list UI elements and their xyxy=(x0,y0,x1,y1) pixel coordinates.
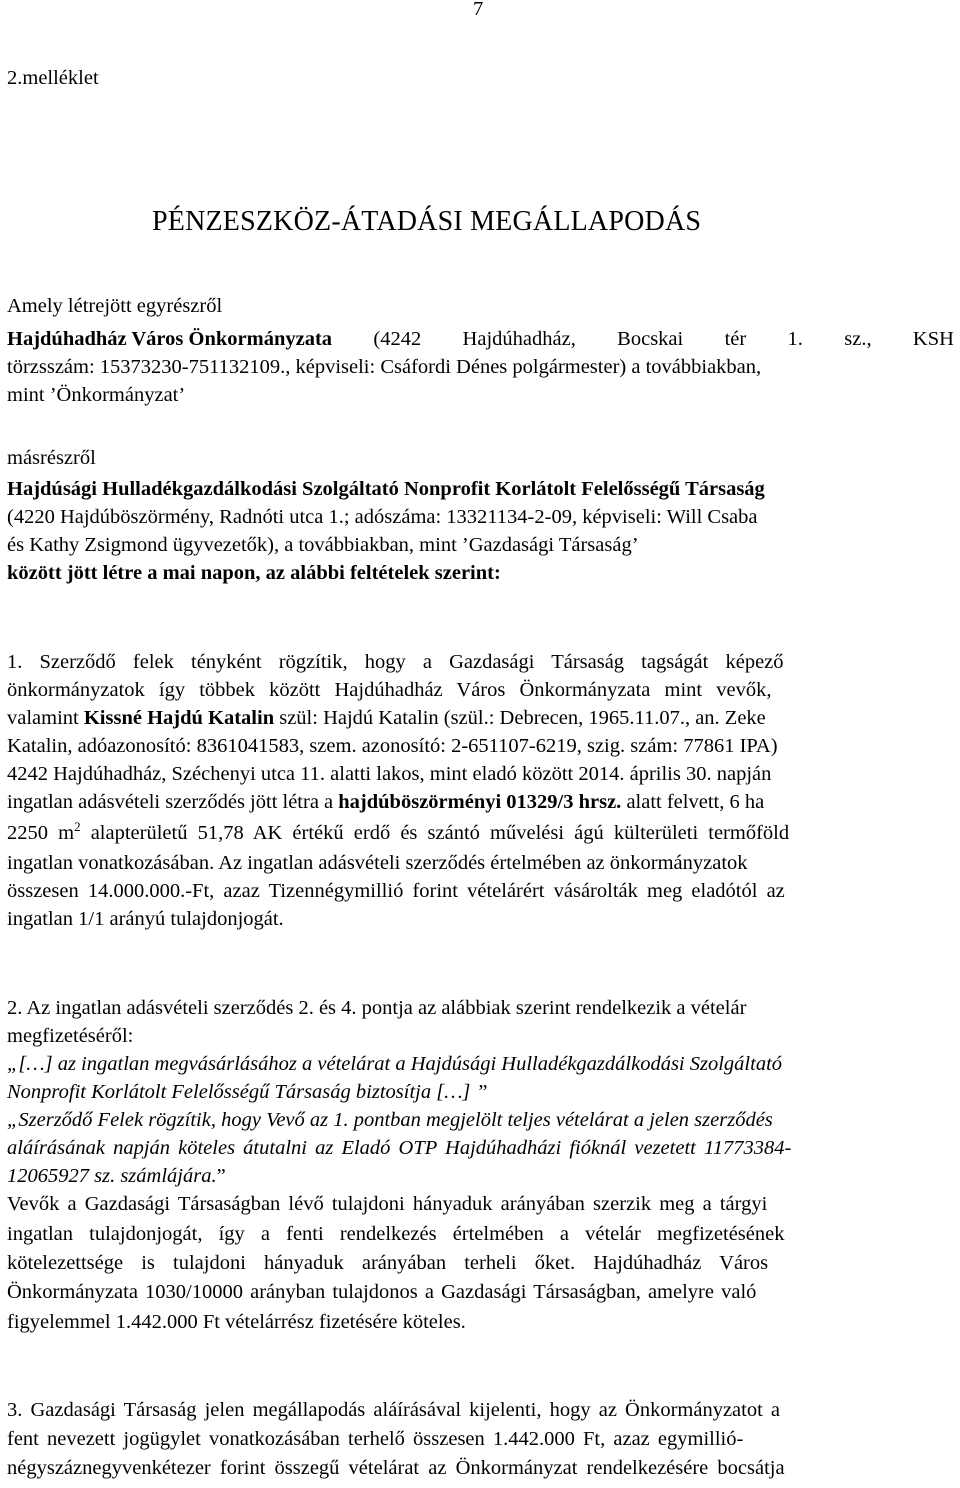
s2-para-line-5: figyelemmel 1.442.000 Ft vételárrész fizetésére köteles. xyxy=(7,1311,466,1333)
s2-para-line-1: Vevők a Gazdasági Társaságban lévő tulajdoni hányaduk arányában szerzik meg a tárgyi xyxy=(7,1193,768,1215)
quote-line-2: Nonprofit Korlátolt Felelősségű Társaság biztosítja […] ” xyxy=(7,1081,488,1103)
s2-para-line-3: kötelezettsége is tulajdoni hányaduk arányában terheli őket. Hajdúhadház Város xyxy=(7,1252,769,1274)
intro-line-8: és Kathy Zsigmond ügyvezetők), a továbbiakban, mint ’Gazdasági Társaság’ xyxy=(7,534,639,556)
intro-word: (4242 xyxy=(373,328,422,350)
intro-line-1: Amely létrejött egyrészről xyxy=(7,295,223,317)
s3-line-2: fent nevezett jogügylet vonatkozásában terhelő összesen 1.442.000 Ft, azaz egymillió- xyxy=(7,1428,744,1450)
s2-para-line-4: Önkormányzata 1030/10000 arányban tulajdonos a Gazdasági Társaságban, amelyre való xyxy=(7,1281,757,1303)
annex-label: 2.melléklet xyxy=(7,67,99,89)
s3-line-3: négyszáznegyvenkétezer forint összegű vételárat az Önkormányzat rendelkezésére bocsátja xyxy=(7,1457,785,1479)
s2-line-2: megfizetéséről: xyxy=(7,1025,134,1047)
s1-line-4: Katalin, adóazonosító: 8361041583, szem. azonosító: 2-651107-6219, szig. szám: 77861 IPA) xyxy=(7,735,778,757)
intro-word: sz., xyxy=(844,328,872,350)
intro-line-3: törzsszám: 15373230-751132109., képviseli: Csáfordi Dénes polgármester) a továbbiakban, xyxy=(7,356,762,378)
s1-line-8: ingatlan vonatkozásában. Az ingatlan adásvételi szerződés értelmében az önkormányzatok xyxy=(7,852,748,874)
intro-word: tér xyxy=(724,328,747,350)
parcel-number: hajdúböszörményi 01329/3 hrsz. xyxy=(338,791,622,813)
s1-line-9: összesen 14.000.000.-Ft, azaz Tizennégymillió forint vételárért vásárolták meg eladótól az xyxy=(7,880,785,902)
intro-word: Bocskai xyxy=(617,328,684,350)
quote-line-4: aláírásának napján köteles átutalni az Eladó OTP Hajdúhadházi fióknál vezetett 11773384- xyxy=(7,1137,792,1159)
s1-line-7: 2250 $m^2$ alapterületű 51,78 AK értékű erdő és szántó művelési ágú külterületi termőföld xyxy=(7,819,790,844)
intro-word: Hajdúhadház, xyxy=(462,328,576,350)
intro-word: 1. xyxy=(787,328,803,350)
s1-line-1: 1. Szerződő felek tényként rögzítik, hogy a Gazdasági Társaság tagságát képező xyxy=(7,651,784,673)
intro-line-7: (4220 Hajdúböszörmény, Radnóti utca 1.; adószáma: 13321134-2-09, képviseli: Will Csaba xyxy=(7,506,758,528)
party-2-name: Hajdúsági Hulladékgazdálkodási Szolgáltató Nonprofit Korlátolt Felelősségű Társaság xyxy=(7,478,765,500)
page-number: 7 xyxy=(473,0,484,20)
intro-word: KSH xyxy=(912,328,954,350)
s3-line-1: 3. Gazdasági Társaság jelen megállapodás aláírásával kijelenti, hogy az Önkormányzatot a xyxy=(7,1399,781,1421)
s1-line-10: ingatlan 1/1 arányú tulajdonjogát. xyxy=(7,908,284,930)
s2-line-1: 2. Az ingatlan adásvételi szerződés 2. és 4. pontja az alábbiak szerint rendelkezik a vételár xyxy=(7,997,747,1019)
intro-line-5: másrészről xyxy=(7,447,96,469)
seller-name: Kissné Hajdú Katalin xyxy=(83,707,275,729)
party-1-name: Hajdúhadház Város Önkormányzata xyxy=(7,328,333,350)
document-title: PÉNZESZKÖZ-ÁTADÁSI MEGÁLLAPODÁS xyxy=(152,206,702,237)
s2-para-line-2: ingatlan tulajdonjogát, így a fenti rendelkezés értelmében a vételár megfizetésének xyxy=(7,1223,785,1245)
s1-line-2: önkormányzatok így többek között Hajdúhadház Város Önkormányzata mint vevők, xyxy=(7,679,772,701)
intro-line-9: között jött létre a mai napon, az alábbi feltételek szerint: xyxy=(7,562,501,584)
quote-line-5: 12065927 sz. számlájára.” xyxy=(7,1165,226,1187)
s1-line-6: ingatlan adásvételi szerződés jött létra a hajdúböszörményi 01329/3 hrsz. alatt felvett, 6 ha xyxy=(7,791,765,813)
quote-line-1: „[…] az ingatlan megvásárlásához a vételárat a Hajdúsági Hulladékgazdálkodási Szolgáltató xyxy=(7,1053,783,1075)
s1-line-3: valamint Kissné Hajdú Katalin szül: Hajdú Katalin (szül.: Debrecen, 1965.11.07., an. Zeke xyxy=(7,707,766,729)
quote-line-3: „Szerződő Felek rögzítik, hogy Vevő az 1. pontban megjelölt teljes vételárat a jelen szerződés xyxy=(7,1109,773,1131)
s1-line-5: 4242 Hajdúhadház, Széchenyi utca 11. alatti lakos, mint eladó között 2014. április 30. napján xyxy=(7,763,772,785)
intro-line-4: mint ’Önkormányzat’ xyxy=(7,384,186,406)
intro-line-2 xyxy=(7,327,954,351)
